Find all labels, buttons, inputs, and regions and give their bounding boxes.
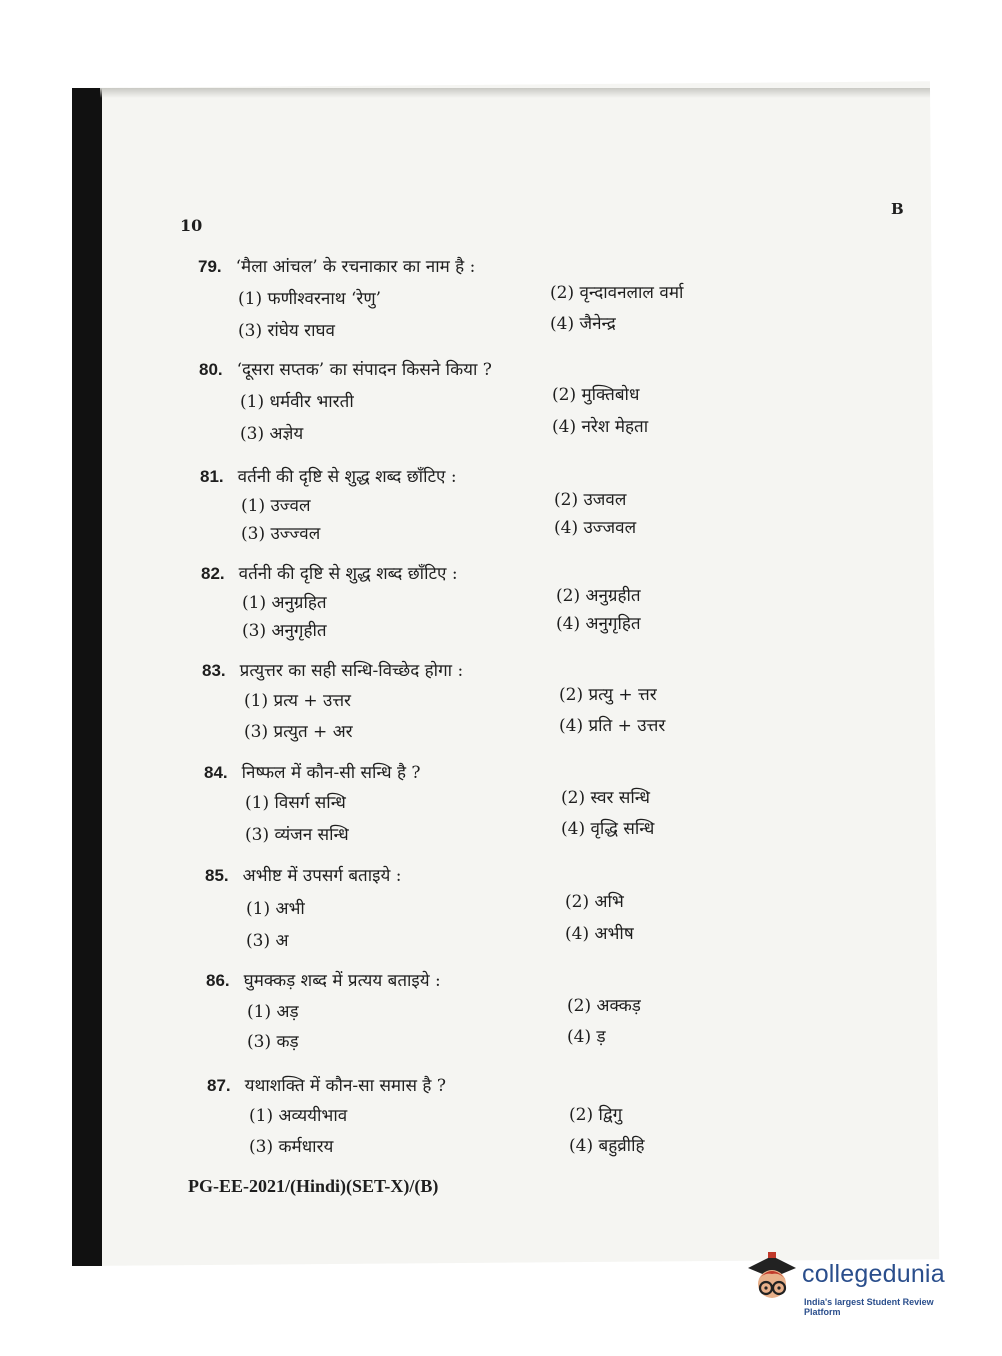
question-number: 87. xyxy=(207,1076,231,1095)
option-3: (3) अ xyxy=(246,931,289,951)
option-2: (2) मुक्तिबोध xyxy=(552,385,640,405)
question-text: निष्फल में कौन-सी सन्धि है ? xyxy=(241,763,421,783)
option-3: (3) रांघेय राघव xyxy=(238,321,336,341)
question-86 xyxy=(206,968,441,991)
question-text: ‘मैला आंचल’ के रचनाकार का नाम है : xyxy=(235,257,476,277)
brand-tagline: India's largest Student Review Platform xyxy=(804,1297,934,1317)
question-number: 86. xyxy=(206,971,230,990)
question-number: 85. xyxy=(205,866,229,885)
option-1: (1) अनुग्रहित xyxy=(242,593,327,613)
option-2: (2) द्विगु xyxy=(569,1105,623,1125)
option-3: (3) अज्ञेय xyxy=(240,424,304,444)
question-text: घुमक्कड़ शब्द में प्रत्यय बताइये : xyxy=(243,971,441,991)
option-1: (1) विसर्ग सन्धि xyxy=(245,793,346,813)
scan-corner-mark xyxy=(72,1252,80,1266)
option-3: (3) कड़ xyxy=(247,1032,299,1052)
option-1: (1) प्रत्य + उत्तर xyxy=(244,691,352,711)
question-text: प्रत्युत्तर का सही सन्धि-विच्छेद होगा : xyxy=(239,661,464,681)
option-4: (4) जैनेन्द्र xyxy=(550,314,616,334)
option-4: (4) वृद्धि सन्धि xyxy=(561,819,655,839)
option-1: (1) अभी xyxy=(246,899,305,919)
option-3: (3) अनुगृहीत xyxy=(242,621,327,641)
option-3: (3) कर्मधारय xyxy=(249,1137,334,1157)
option-1: (1) अड़ xyxy=(247,1002,299,1022)
brand-name: collegedunia xyxy=(802,1260,945,1288)
option-3: (3) उज्ज्वल xyxy=(241,524,321,544)
question-text: अभीष्ट में उपसर्ग बताइये : xyxy=(242,866,402,886)
question-number: 83. xyxy=(202,661,226,680)
question-84 xyxy=(204,760,421,783)
question-82 xyxy=(201,561,458,584)
option-4: (4) ड़ xyxy=(567,1027,606,1047)
question-79 xyxy=(198,254,475,277)
question-text: वर्तनी की दृष्टि से शुद्ध शब्द छाँटिए : xyxy=(237,467,457,487)
question-number: 84. xyxy=(204,763,228,782)
option-4: (4) नरेश मेहता xyxy=(552,417,649,437)
paper-code-footer: PG-EE-2021/(Hindi)(SET-X)/(B) xyxy=(188,1176,439,1196)
scan-edge xyxy=(72,88,102,1266)
option-2: (2) प्रत्यु + त्तर xyxy=(559,685,657,705)
page-shadow xyxy=(100,88,930,98)
option-2: (2) वृन्दावनलाल वर्मा xyxy=(550,283,684,303)
option-1: (1) फणीश्वरनाथ ‘रेणु’ xyxy=(238,289,382,309)
option-1: (1) उज्वल xyxy=(241,496,311,516)
question-83 xyxy=(202,658,463,681)
question-80 xyxy=(199,357,492,380)
option-2: (2) अनुग्रहीत xyxy=(556,586,641,606)
question-text: यथाशक्ति में कौन-सा समास है ? xyxy=(244,1076,446,1096)
option-2: (2) अक्कड़ xyxy=(567,996,641,1016)
option-4: (4) अनुगृहित xyxy=(556,614,641,634)
option-4: (4) अभीष xyxy=(565,924,634,944)
collegedunia-logo-icon xyxy=(742,1250,802,1310)
question-number: 82. xyxy=(201,564,225,583)
question-87 xyxy=(207,1073,446,1096)
option-1: (1) धर्मवीर भारती xyxy=(240,392,354,412)
question-number: 81. xyxy=(200,467,224,486)
option-4: (4) उज्जवल xyxy=(554,518,637,538)
option-4: (4) बहुव्रीहि xyxy=(569,1136,645,1156)
option-2: (2) उजवल xyxy=(554,490,627,510)
question-85 xyxy=(205,863,401,886)
question-text: वर्तनी की दृष्टि से शुद्ध शब्द छाँटिए : xyxy=(238,564,458,584)
option-1: (1) अव्ययीभाव xyxy=(249,1106,348,1126)
question-number: 79. xyxy=(198,257,222,276)
question-text: ‘दूसरा सप्तक’ का संपादन किसने किया ? xyxy=(236,360,492,380)
collegedunia-watermark xyxy=(742,1250,972,1320)
set-letter: B xyxy=(891,200,904,218)
question-81 xyxy=(200,464,457,487)
page-number: 10 xyxy=(180,216,203,235)
option-4: (4) प्रति + उत्तर xyxy=(559,716,666,736)
option-3: (3) व्यंजन सन्धि xyxy=(245,825,349,845)
question-number: 80. xyxy=(199,360,223,379)
option-2: (2) स्वर सन्धि xyxy=(561,788,650,808)
option-2: (2) अभि xyxy=(565,892,624,912)
option-3: (3) प्रत्युत + अर xyxy=(244,722,353,742)
